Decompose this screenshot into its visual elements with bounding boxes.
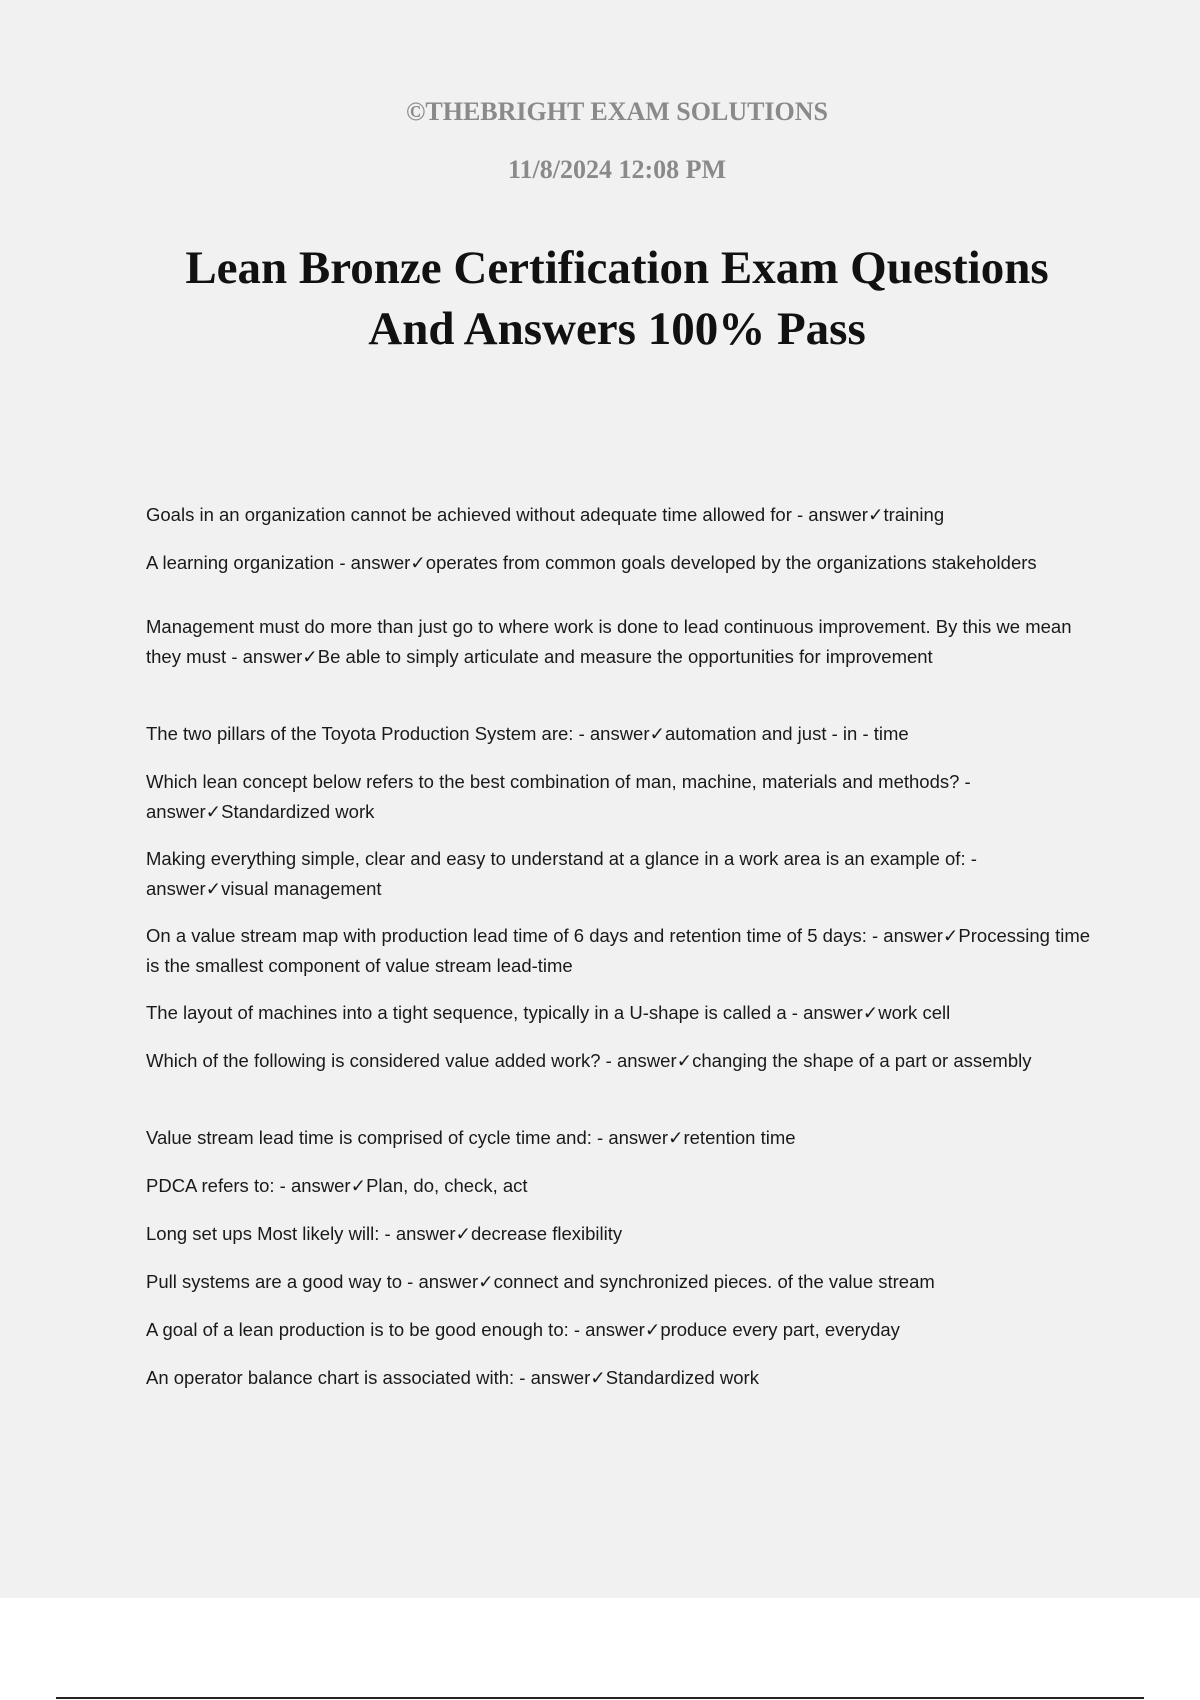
title-line-2: And Answers 100% Pass <box>368 303 866 355</box>
qa-item: On a value stream map with production lead time of 6 days and retention time of 5 days: - answer✓Processing time is the smallest component of value stream lead-time <box>146 925 1091 976</box>
qa-item: A goal of a lean production is to be good enough to: - answer✓produce every part, everyday <box>146 1319 900 1340</box>
qa-item: A learning organization - answer✓operates from common goals developed by the organizations stakeholders <box>146 552 1037 573</box>
qa-item: Which lean concept below refers to the best combination of man, machine, materials and methods? - answer✓Standardized work <box>146 771 971 822</box>
qa-item: The two pillars of the Toyota Production System are: - answer✓automation and just - in - time <box>146 723 909 744</box>
footer-rule <box>56 1697 1144 1699</box>
qa-list <box>146 500 1101 1411</box>
qa-item: Goals in an organization cannot be achieved without adequate time allowed for - answer✓training <box>146 504 945 525</box>
qa-item: PDCA refers to: - answer✓Plan, do, check, act <box>146 1175 528 1196</box>
qa-item: Which of the following is considered value added work? - answer✓changing the shape of a part or assembly <box>146 1050 1032 1071</box>
document-title <box>0 238 1200 360</box>
qa-item: Long set ups Most likely will: - answer✓decrease flexibility <box>146 1223 623 1244</box>
date-header: 11/8/2024 12:08 PM <box>507 155 727 184</box>
qa-item: Pull systems are a good way to - answer✓connect and synchronized pieces. of the value stream <box>146 1271 935 1292</box>
qa-item: Making everything simple, clear and easy to understand at a glance in a work area is an example of: - answer✓visual management <box>146 848 977 899</box>
qa-item: Value stream lead time is comprised of cycle time and: - answer✓retention time <box>146 1127 796 1148</box>
qa-item: Management must do more than just go to where work is done to lead continuous improvement. By this we mean they must - answer✓Be able to simply articulate and measure the opportunities for improvement <box>146 616 1072 667</box>
brand-header: ©THEBRIGHT EXAM SOLUTIONS <box>405 97 829 126</box>
title-line-1: Lean Bronze Certification Exam Questions <box>185 242 1049 294</box>
qa-item: The layout of machines into a tight sequence, typically in a U-shape is called a - answer✓work cell <box>146 1002 951 1023</box>
qa-item: An operator balance chart is associated with: - answer✓Standardized work <box>146 1367 759 1388</box>
